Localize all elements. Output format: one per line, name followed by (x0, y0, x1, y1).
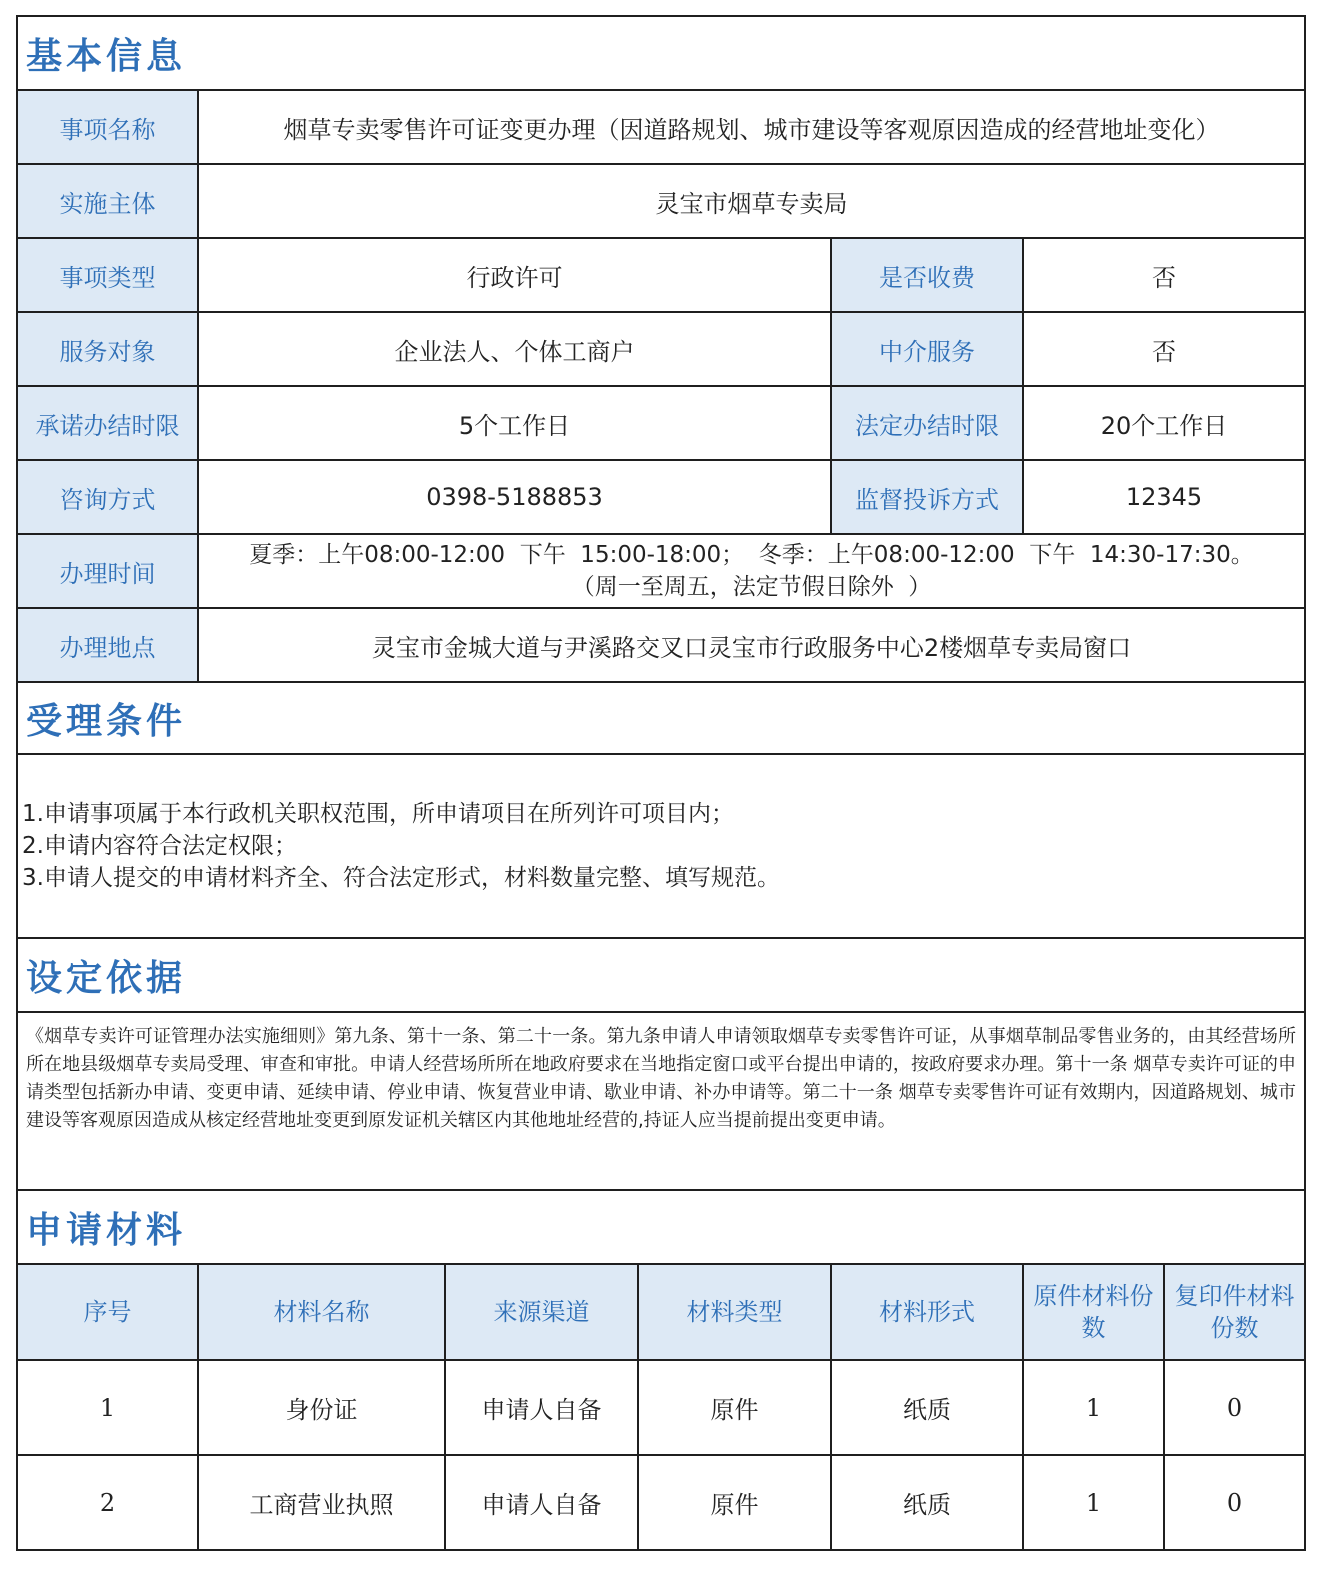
implementer-label: 实施主体 (16, 163, 199, 239)
condition-item: 2.申请内容符合法定权限； (22, 833, 297, 859)
agency-value: 否 (1022, 311, 1306, 387)
item-type-value: 行政许可 (197, 237, 832, 313)
materials-header-row (16, 1263, 1306, 1361)
condition-item: 1.申请事项属于本行政机关职权范围，所申请项目在所列许可项目内； (22, 801, 734, 827)
row-contact (16, 459, 1306, 535)
row-material-name: 工商营业执照 (197, 1454, 446, 1551)
complaint-value: 12345 (1022, 459, 1306, 535)
hours-line-1: 夏季：上午08:00-12:00 下午 15:00-18:00； 冬季：上午08:00-12:00 下午 14:30-17:30。 (249, 542, 1254, 568)
col-header-name: 材料名称 (197, 1263, 446, 1361)
row-item-type (16, 237, 1306, 313)
section-title-materials: 申请材料 (16, 1189, 1306, 1265)
condition-item: 3.申请人提交的申请材料齐全、符合法定形式，材料数量完整、填写规范。 (22, 865, 780, 891)
legal-limit-label: 法定办结时限 (830, 385, 1024, 461)
row-copy-count: 0 (1163, 1359, 1306, 1456)
row-form: 纸质 (830, 1454, 1024, 1551)
service-guide-sheet (16, 15, 1306, 1554)
implementer-value: 灵宝市烟草专卖局 (197, 163, 1306, 239)
col-header-form: 材料形式 (830, 1263, 1024, 1361)
col-header-type: 材料类型 (637, 1263, 832, 1361)
target-value: 企业法人、个体工商户 (197, 311, 832, 387)
row-type: 原件 (637, 1454, 832, 1551)
row-original-count: 1 (1022, 1454, 1165, 1551)
row-location (16, 607, 1306, 683)
col-header-index: 序号 (16, 1263, 199, 1361)
row-index: 1 (16, 1359, 199, 1456)
location-value: 灵宝市金城大道与尹溪路交叉口灵宝市行政服务中心2楼烟草专卖局窗口 (197, 607, 1306, 683)
row-item-name (16, 89, 1306, 165)
legal-limit-value: 20个工作日 (1022, 385, 1306, 461)
section-title-basis: 设定依据 (16, 937, 1306, 1013)
row-index: 2 (16, 1454, 199, 1551)
promise-limit-label: 承诺办结时限 (16, 385, 199, 461)
agency-label: 中介服务 (830, 311, 1024, 387)
col-header-source: 来源渠道 (444, 1263, 639, 1361)
consult-value: 0398-5188853 (197, 459, 832, 535)
section-title-conditions: 受理条件 (16, 681, 1306, 755)
row-type: 原件 (637, 1359, 832, 1456)
item-name-label: 事项名称 (16, 89, 199, 165)
row-implementer (16, 163, 1306, 239)
basis-text: 《烟草专卖许可证管理办法实施细则》第九条、第十一条、第二十一条。第九条申请人申请领取烟草专卖零售许可证，从事烟草制品零售业务的，由其经营场所所在地县级烟草专卖局受理、审查和审批。申请人经营场所所在地政府要求在当地指定窗口或平台提出申请的，按政府要求办理。第十一条 烟草专卖许可证的申请类型包括新办申请、变更申请、延续申请、停业申请、恢复营业申请、歇业申请、补办申请等。第二十一条 烟草专卖零售许可证有效期内，因道路规划、城市建设等客观原因造成从核定经营地址变更到原发证机关辖区内其他地址经营的,持证人应当提前提出变更申请。 (16, 1011, 1306, 1191)
hours-value (197, 533, 1306, 609)
hours-label: 办理时间 (16, 533, 199, 609)
hours-line-2: （周一至周五，法定节假日除外 ） (571, 574, 932, 600)
section-title-basic-info: 基本信息 (16, 15, 1306, 91)
row-original-count: 1 (1022, 1359, 1165, 1456)
row-copy-count: 0 (1163, 1454, 1306, 1551)
complaint-label: 监督投诉方式 (830, 459, 1024, 535)
table-row (16, 1454, 1306, 1551)
table-row (16, 1359, 1306, 1456)
item-name-value: 烟草专卖零售许可证变更办理（因道路规划、城市建设等客观原因造成的经营地址变化） (197, 89, 1306, 165)
col-header-copy-count: 复印件材料份数 (1163, 1263, 1306, 1361)
row-source: 申请人自备 (444, 1359, 639, 1456)
target-label: 服务对象 (16, 311, 199, 387)
conditions-block (16, 753, 1306, 939)
row-hours (16, 533, 1306, 609)
consult-label: 咨询方式 (16, 459, 199, 535)
fee-label: 是否收费 (830, 237, 1024, 313)
row-time-limit (16, 385, 1306, 461)
col-header-original-count: 原件材料份数 (1022, 1263, 1165, 1361)
item-type-label: 事项类型 (16, 237, 199, 313)
row-source: 申请人自备 (444, 1454, 639, 1551)
promise-limit-value: 5个工作日 (197, 385, 832, 461)
row-material-name: 身份证 (197, 1359, 446, 1456)
row-service-target (16, 311, 1306, 387)
row-form: 纸质 (830, 1359, 1024, 1456)
fee-value: 否 (1022, 237, 1306, 313)
location-label: 办理地点 (16, 607, 199, 683)
